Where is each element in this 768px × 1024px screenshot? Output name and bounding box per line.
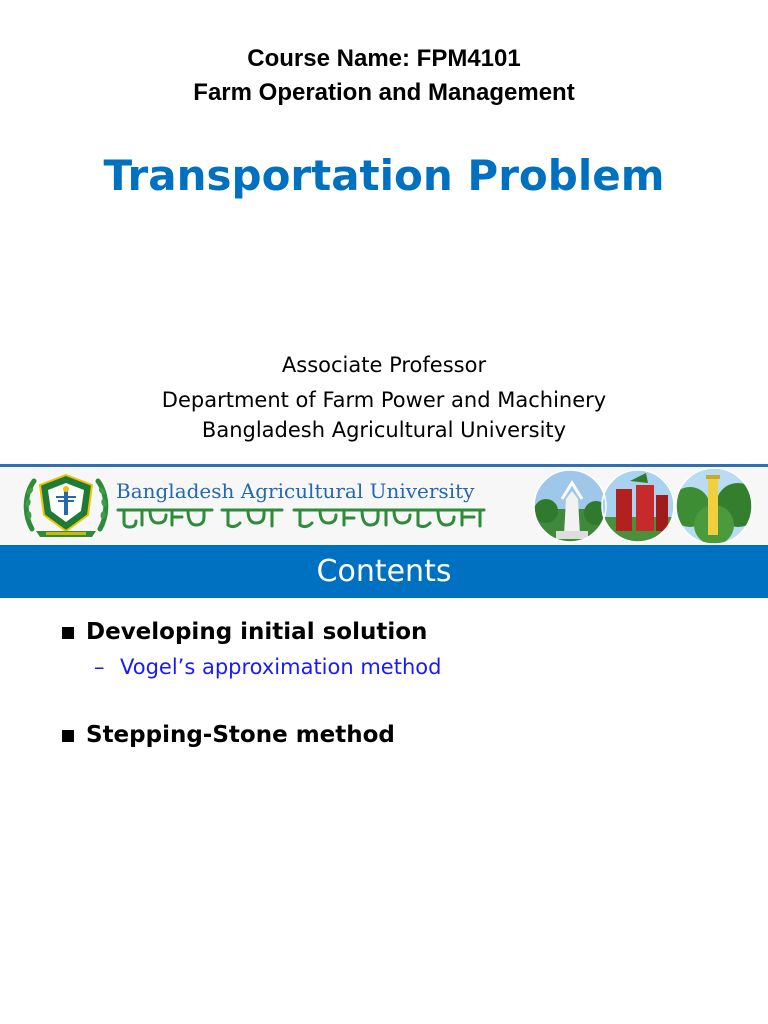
course-subtitle: Farm Operation and Management (193, 79, 575, 106)
sub-list-item-label: Vogel’s approximation method (120, 655, 442, 679)
university: Bangladesh Agricultural University (201, 418, 567, 442)
dash-bullet: – (94, 655, 105, 679)
square-bullet-icon (62, 627, 74, 639)
list-item-label: Developing initial solution (86, 619, 428, 645)
university-crest-icon (22, 471, 110, 539)
banner-university-name-bn (116, 505, 488, 529)
contents-header (0, 545, 768, 598)
title-slide (0, 0, 768, 465)
list-item-label: Stepping-Stone method (86, 722, 395, 748)
slide-title: Transportation Problem (103, 151, 665, 200)
course-name: Course Name: FPM4101 (247, 45, 521, 72)
university-banner (0, 467, 768, 545)
banner-university-name-en: Bangladesh Agricultural University (116, 479, 475, 503)
tower-photo-icon (670, 469, 760, 545)
campus-photos (532, 469, 758, 543)
author-role-clipped (0, 353, 768, 378)
square-bullet-icon (62, 730, 74, 742)
contents-heading: Contents (316, 554, 452, 589)
author-role: Associate Professor (281, 353, 487, 377)
department: Department of Farm Power and Machinery (161, 388, 607, 412)
